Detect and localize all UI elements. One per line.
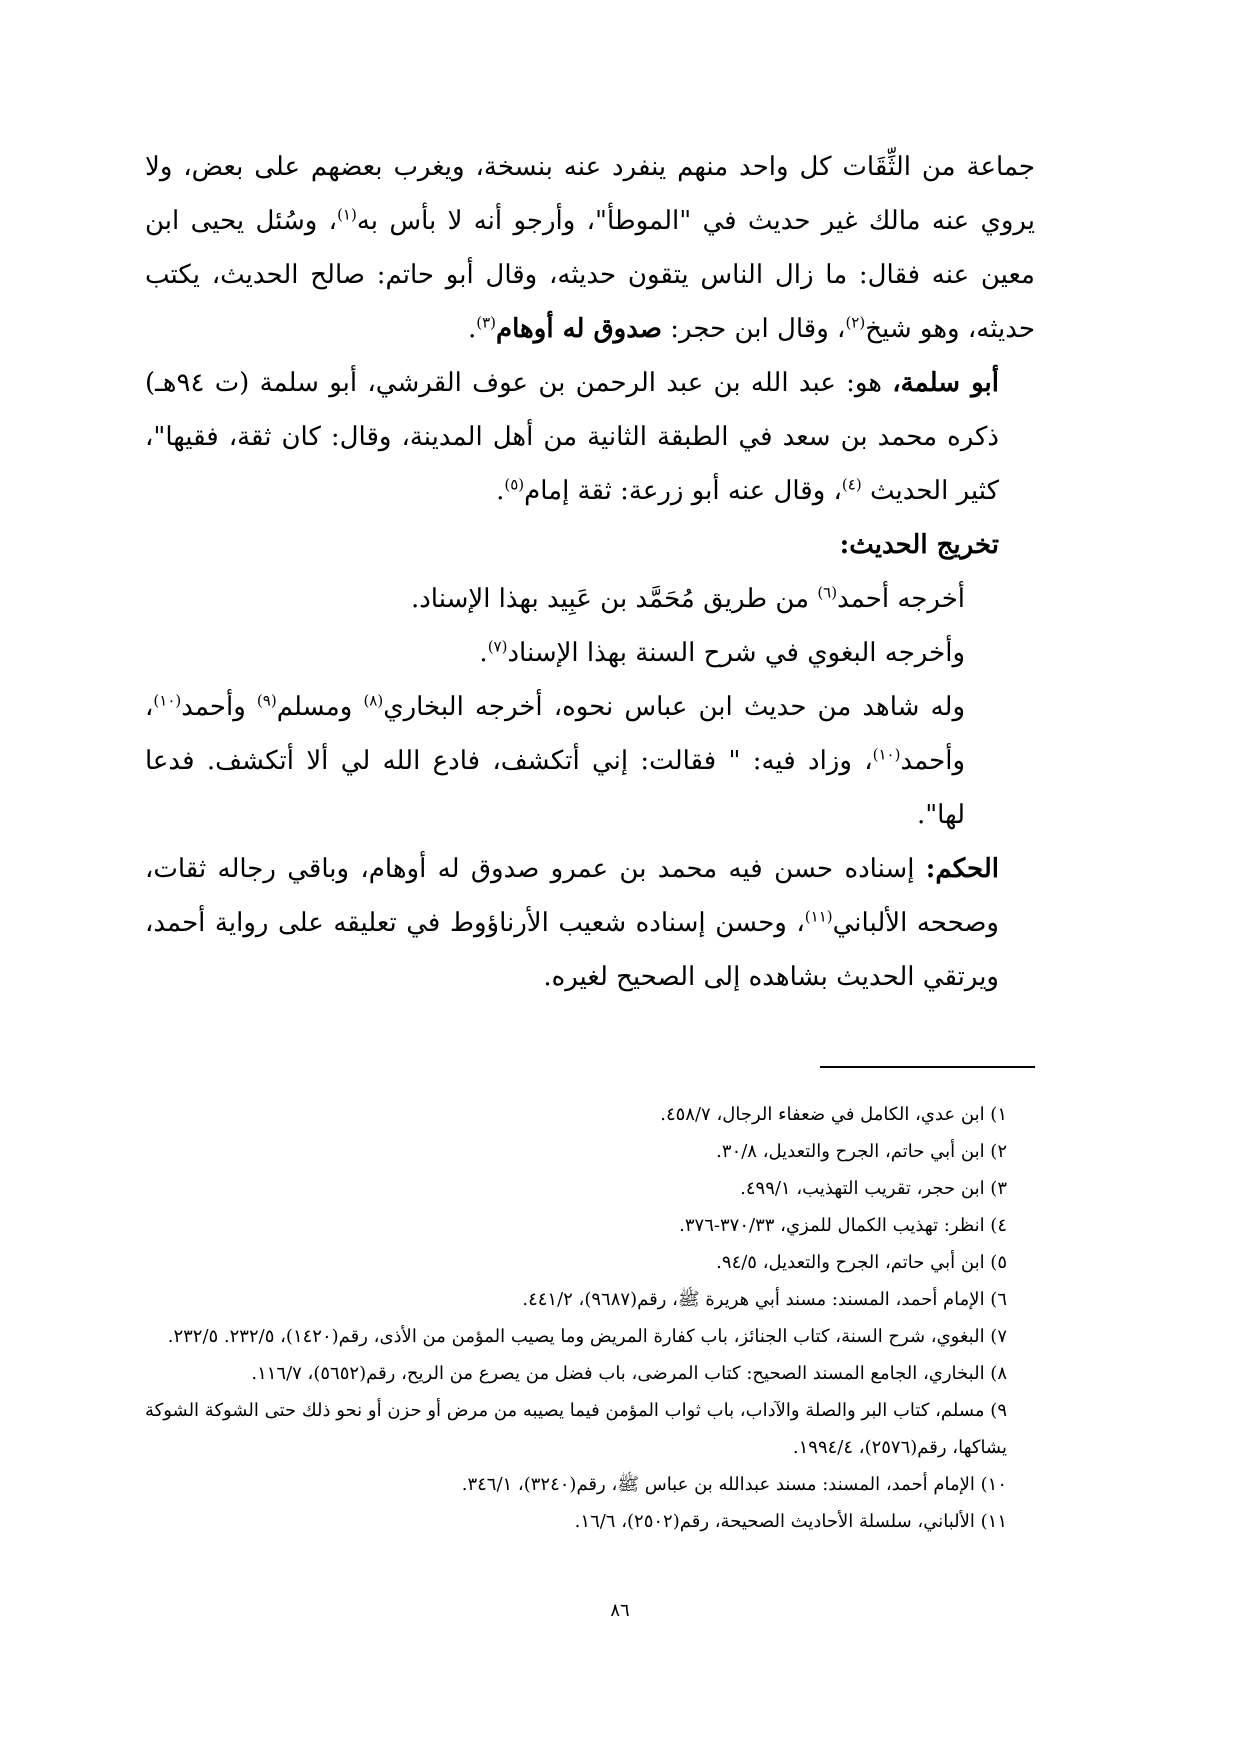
text-span: ومسلم xyxy=(276,692,364,722)
text-span: . xyxy=(479,638,488,668)
text-span: ، وقال عنه أبو زرعة: ثقة إمام xyxy=(524,476,842,506)
footnote-item: ٧) البغوي، شرح السنة، كتاب الجنائز، باب كفارة المريض وما يصيب المؤمن من الأذى، رقم(١٤٢٠)، ٢٣٢/٥. ٢٣٢/٥. xyxy=(167,1326,1007,1347)
text-span: . xyxy=(496,476,505,506)
footnote-ref[interactable]: (١) xyxy=(337,205,357,224)
text-span: ، وحسن إسناده شعيب الأرناؤوط في تعليقه على رواية أحمد، ويرتقي الحديث بشاهده إلى الصحيح لغيره. xyxy=(145,908,999,992)
footnote-item: ٩) مسلم، كتاب البر والصلة والآداب، باب ثواب المؤمن فيما يصيبه من مرض أو حزن أو نحو ذلك حتى الشوكة الشوكة يشاكها، رقم(٢٥٧٦)، ١٩٩٤/٤. xyxy=(145,1400,1007,1458)
text-span: . xyxy=(467,314,477,344)
footnote-separator xyxy=(820,1066,1035,1068)
page-content xyxy=(145,140,1035,1540)
main-text xyxy=(145,140,1035,1004)
footnote-item: ٤) انظر: تهذيب الكمال للمزي، ٣٧٠/٣٣-٣٧٦. xyxy=(679,1215,1007,1236)
footnotes-wrapper xyxy=(145,1096,1035,1540)
text-span: هو: عبد الله بن عبد الرحمن بن عوف القرشي، أبو سلمة (ت ٩٤هـ) ذكره محمد بن سعد في الطبقة الثانية من أهل المدينة، وقال: كان ثقة، فقيها"، كثير الحديث xyxy=(145,368,999,506)
footnote-ref[interactable]: (١٠) xyxy=(153,691,182,710)
footnote-item: ١١) الألباني، سلسلة الأحاديث الصحيحة، رقم(٢٥٠٢)، ١٦/٦. xyxy=(574,1511,1007,1532)
section-heading: تخريج الحديث: xyxy=(839,530,999,560)
footnote-item: ١٠) الإمام أحمد، المسند: مسند عبدالله بن عباس ﷺ، رقم(٣٢٤٠)، ٣٤٦/١. xyxy=(461,1474,1007,1495)
text-span: ، وزاد فيه: " فقالت: إني أتكشف، فادع الله لي ألا أتكشف. فدعا لها". xyxy=(145,746,965,830)
paragraph-takhrij-1 xyxy=(145,572,1035,626)
paragraph-shahid xyxy=(145,680,1035,842)
footnote-item: ٦) الإمام أحمد، المسند: مسند أبي هريرة ﷺ، رقم(٩٦٨٧)، ٤٤١/٢. xyxy=(522,1289,1007,1310)
page-number: ٨٦ xyxy=(610,1600,630,1621)
footnote-item: ٣) ابن حجر، تقريب التهذيب، ٤٩٩/١. xyxy=(740,1178,1007,1199)
text-span: وأخرجه البغوي في شرح السنة بهذا الإسناد xyxy=(507,638,965,668)
text-span: ، وأحمد xyxy=(145,692,965,776)
footnote-item: ١) ابن عدي، الكامل في ضعفاء الرجال، ٤٥٨/٧. xyxy=(660,1104,1007,1125)
footnote-ref[interactable]: (٦) xyxy=(817,583,838,602)
footnote-ref[interactable]: (٨) xyxy=(363,691,384,710)
footnote-item: ٨) البخاري، الجامع المسند الصحيح: كتاب المرضى، باب فضل من يصرع من الريح، رقم(٥٦٥٢)، ١١٦/٧. xyxy=(251,1363,1007,1384)
bold-narrator-name: أبو سلمة، xyxy=(892,368,999,398)
text-span: أخرجه أحمد xyxy=(837,584,965,614)
footnotes-list xyxy=(145,1096,1035,1540)
footnote-ref[interactable]: (٩) xyxy=(256,691,277,710)
text-span: وله شاهد من حديث ابن عباس نحوه، أخرجه البخاري xyxy=(383,692,966,722)
text-span: ، وسُئل يحيى ابن معين عنه فقال: ما زال الناس يتقون حديثه، وقال أبو حاتم: صالح الحديث، يكتب حديثه، وهو شيخ xyxy=(145,206,1035,344)
text-span: من طريق مُحَمَّد بن عَبِيد بهذا الإسناد. xyxy=(410,584,818,614)
paragraph-narrator-1 xyxy=(145,140,1035,356)
text-span: جماعة من الثِّقَات كل واحد منهم ينفرد عنه بنسخة، ويغرب بعضهم على بعض، ولا يروي عنه مالك غير حديث في "الموطأ"، وأرجو أنه لا بأس به xyxy=(145,152,1035,236)
footnote-ref[interactable]: (٧) xyxy=(487,637,508,656)
footnote-ref[interactable]: (١٠) xyxy=(872,745,901,764)
bold-verdict: صدوق له أوهام xyxy=(496,314,662,344)
footnote-ref[interactable]: (١١) xyxy=(804,907,833,926)
paragraph-narrator-2 xyxy=(145,356,1035,518)
paragraph-takhrij-2 xyxy=(145,626,1035,680)
text-span: ، وقال ابن حجر: xyxy=(661,314,846,344)
text-span: إسناده حسن فيه محمد بن عمرو صدوق له أوهام، وباقي رجاله ثقات، وصححه الألباني xyxy=(145,854,999,938)
footnote-item: ٢) ابن أبي حاتم، الجرح والتعديل، ٣٠/٨. xyxy=(716,1141,1007,1162)
footnote-item: ٥) ابن أبي حاتم، الجرح والتعديل، ٩٤/٥. xyxy=(716,1252,1007,1273)
footnote-ref[interactable]: (٤) xyxy=(841,475,862,494)
paragraph-verdict xyxy=(145,842,1035,1004)
footnote-ref[interactable]: (٣) xyxy=(476,313,497,332)
bold-verdict-label: الحكم: xyxy=(925,854,999,884)
footnote-ref[interactable]: (٢) xyxy=(845,313,866,332)
text-span: وأحمد xyxy=(181,692,257,722)
footnote-ref[interactable]: (٥) xyxy=(504,475,525,494)
